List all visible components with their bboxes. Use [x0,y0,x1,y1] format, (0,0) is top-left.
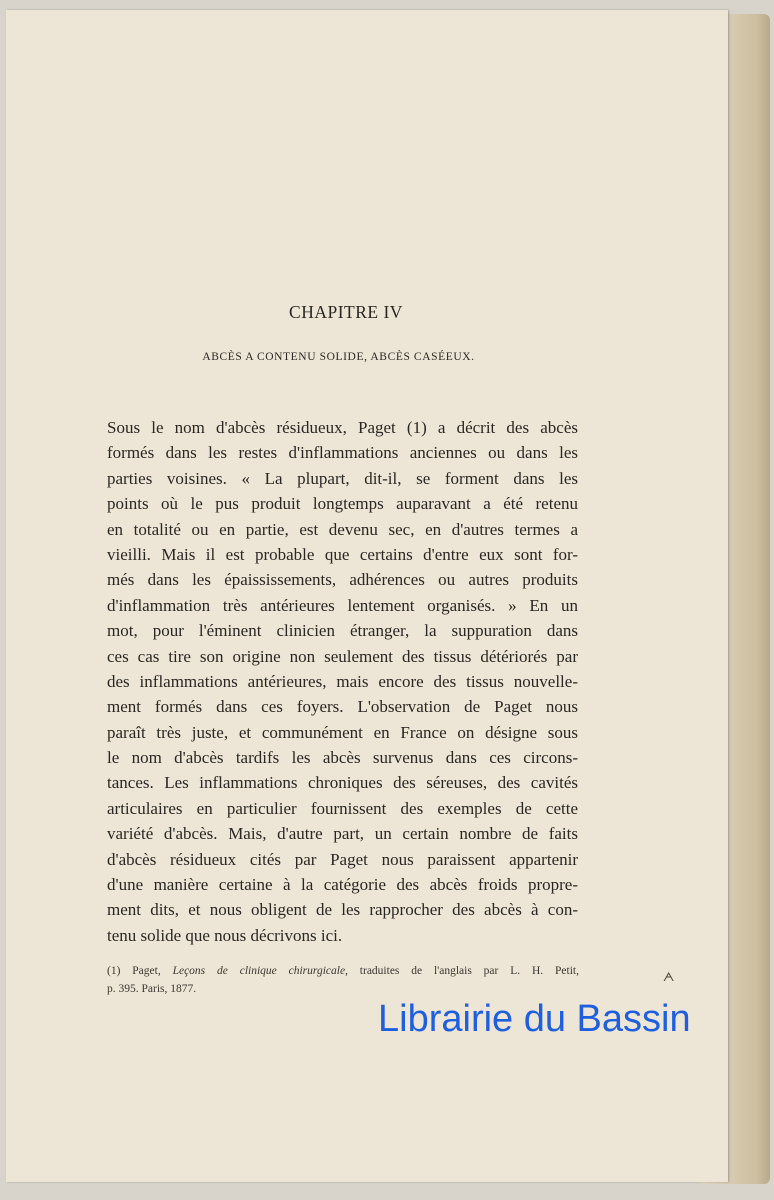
text-line: ces cas tire son origine non seulement des tissus détériorés par [107,646,578,666]
text-line: tenu solide que nous décrivons ici. [107,925,343,945]
text-line: variété d'abcès. Mais, d'autre part, un certain nombre de faits [107,824,578,844]
watermark: Librairie du Bassin [378,998,691,1040]
text-line: ment dits, et nous obligent de les rapprocher des abcès à con- [107,900,578,920]
text-line: Sous le nom d'abcès résidueux, Paget (1) a décrit des abcès [107,418,578,437]
footnote-line-2: p. 395. Paris, 1877. [107,983,197,995]
text-line: points où le pus produit longtemps auparavant a été retenu [107,494,578,514]
text-line: d'abcès résidueux cités par Paget nous paraissent appartenir [107,849,578,869]
text-line: articulaires en particulier fournissent des exemples de cette [107,798,578,818]
text-line: des inflammations antérieures, mais encore des tissus nouvelle- [107,671,578,691]
chapter-title: CHAPITRE IV [289,302,403,322]
text-line: tances. Les inflammations chroniques des séreuses, des cavités [107,773,578,793]
text-line: en totalité ou en partie, est devenu sec, en d'autres termes a [107,519,578,539]
footnote-prefix: (1) Paget, [107,965,173,977]
footnote-work: Leçons de clinique chirurgicale [172,965,346,977]
chapter-subtitle: ABCÈS A CONTENU SOLIDE, ABCÈS CASÉEUX. [202,351,475,363]
text-line: parties voisines. « La plupart, dit-il, se forment dans les [107,468,578,488]
text-line: d'une manière certaine à la catégorie des abcès froids propre- [107,875,578,895]
text-line: vieilli. Mais il est probable que certains d'entre eux sont for- [107,544,578,564]
body-text [107,415,578,948]
text-line: mot, pour l'éminent clinicien étranger, la suppuration dans [107,621,578,641]
text-line: més dans les épaississements, adhérences ou autres produits [107,570,578,590]
text-line: d'inflammation très antérieures lentement organisés. » En un [107,595,578,615]
footnote-rest: , traduites de l'anglais par L. H. Petit, [345,965,579,977]
ink-mark: ᗅ [663,970,675,984]
text-line: formés dans les restes d'inflammations anciennes ou dans les [107,443,578,463]
text-line: paraît très juste, et communément en France on désigne sous [107,722,578,742]
text-line: ment formés dans ces foyers. L'observation de Paget nous [107,697,578,717]
footnote [107,962,579,998]
text-line: le nom d'abcès tardifs les abcès survenus dans ces circons- [107,748,578,768]
